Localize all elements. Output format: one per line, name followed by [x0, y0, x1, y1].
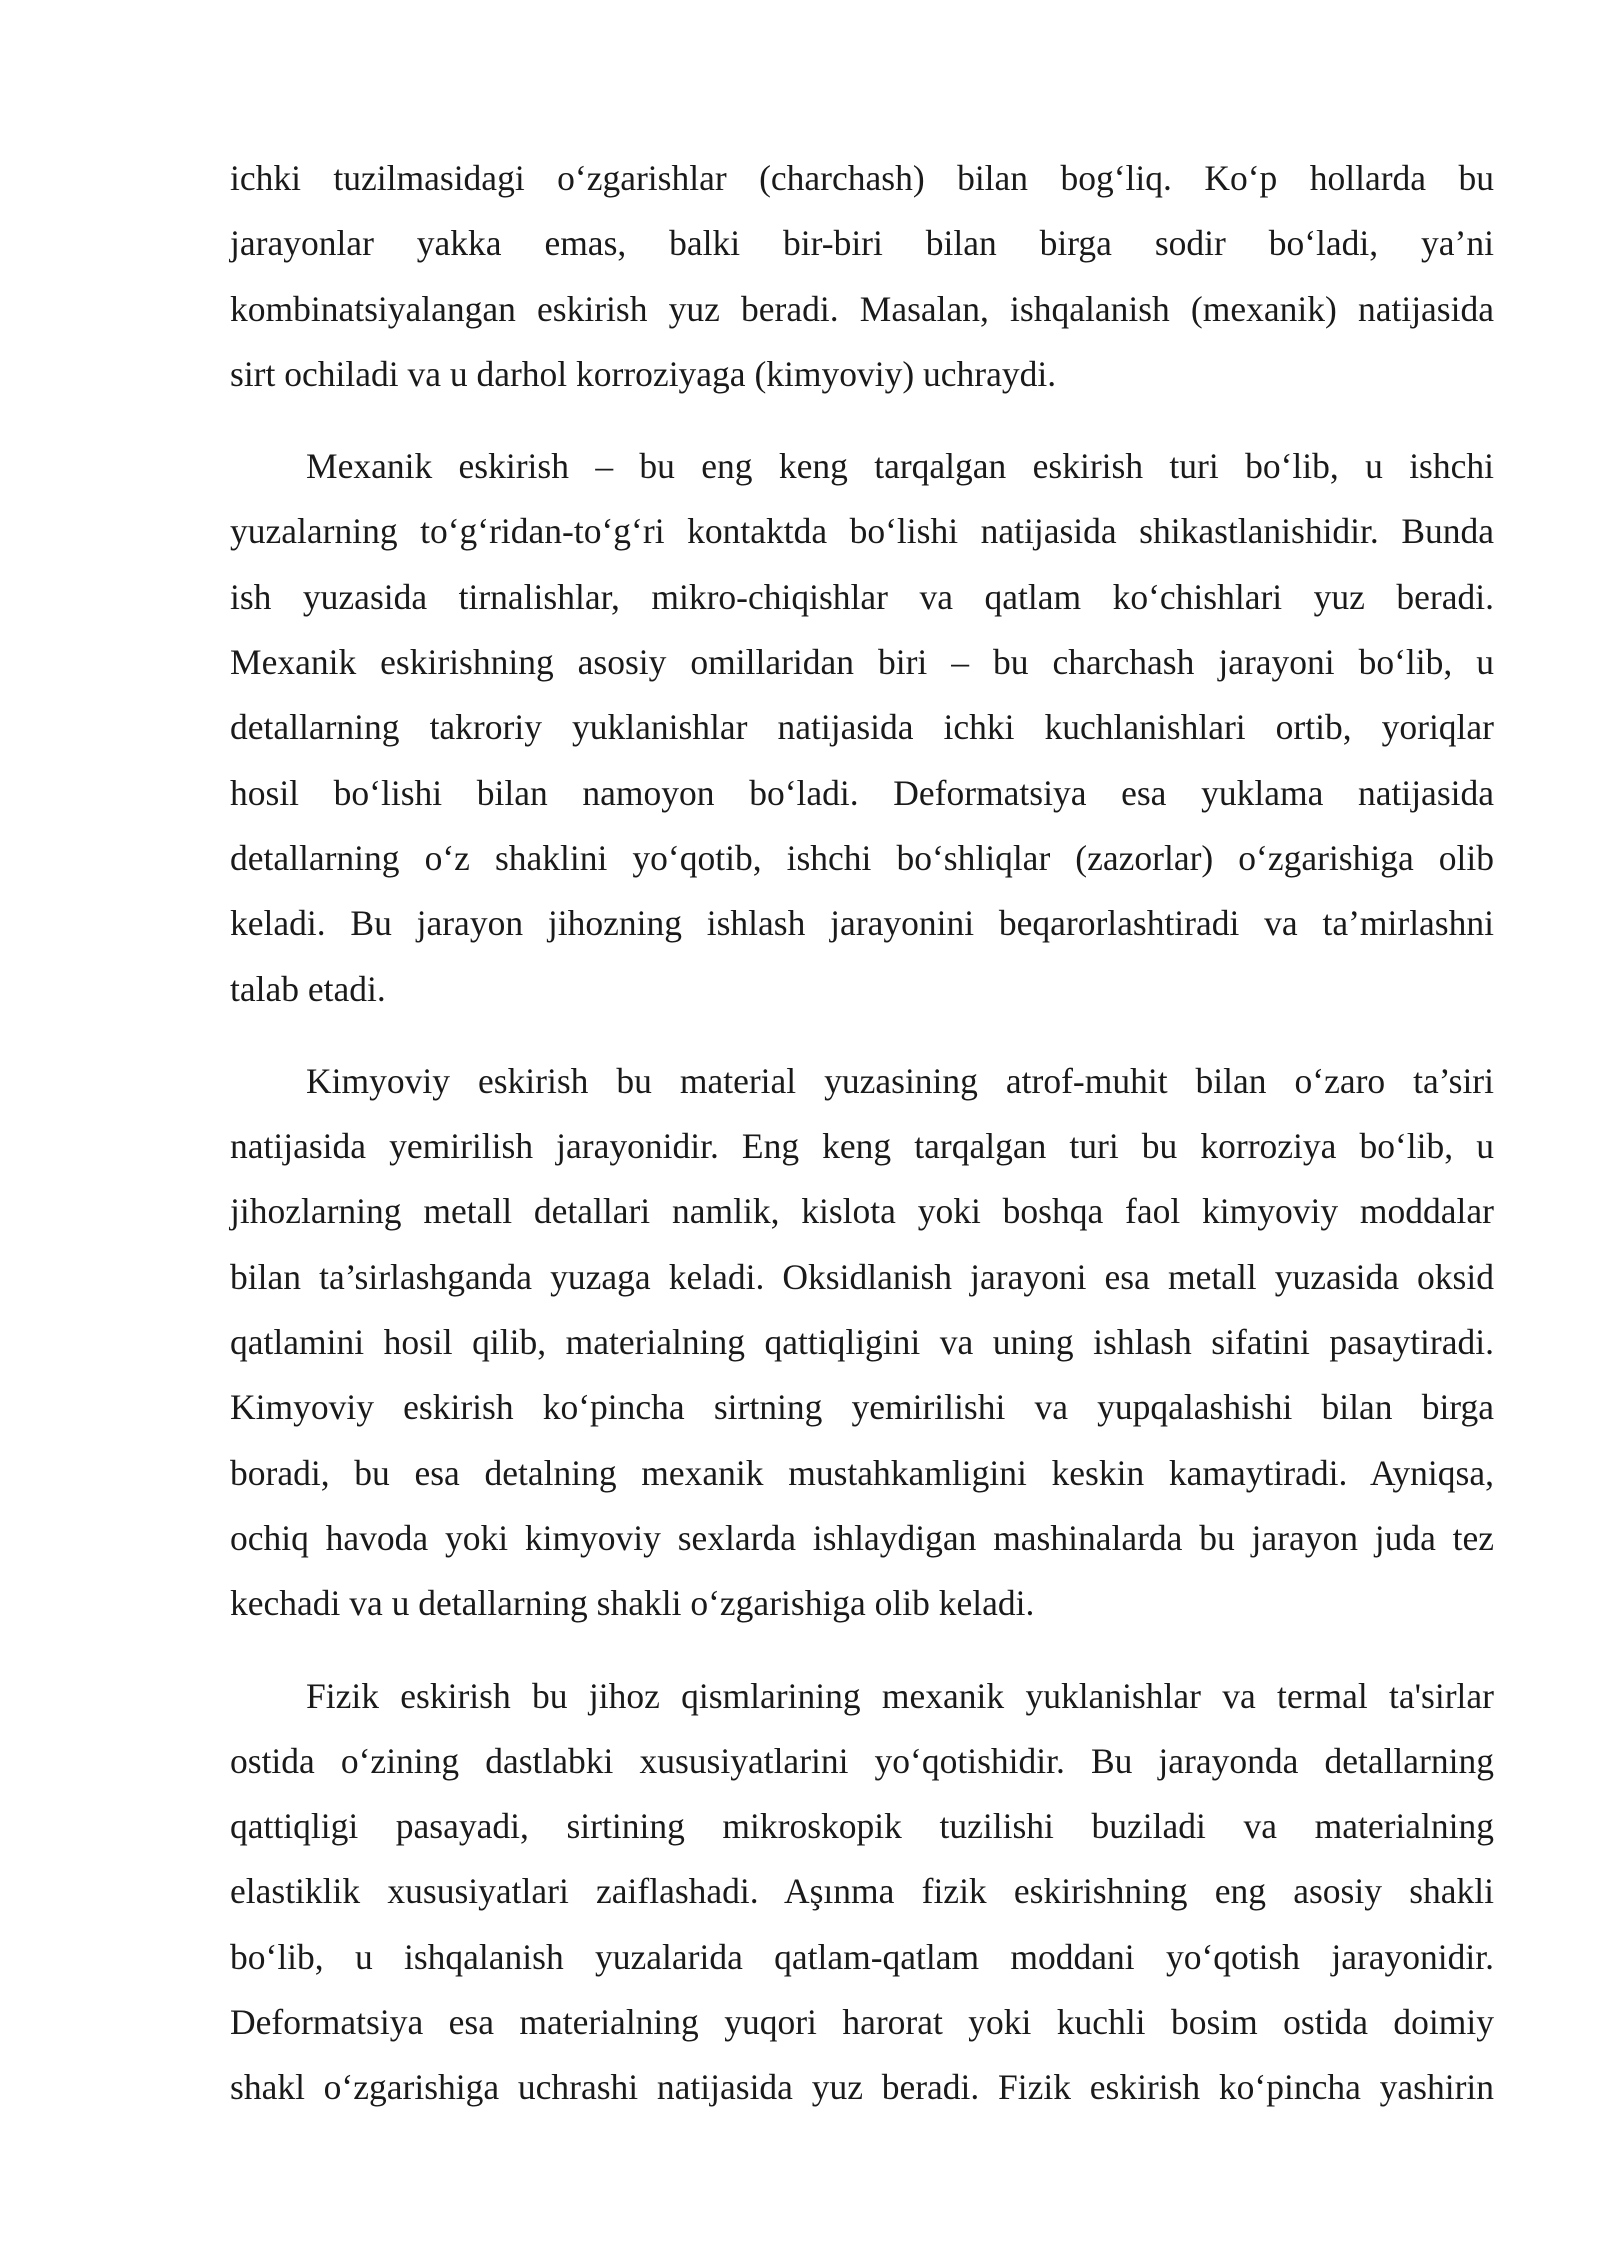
text-line: qattiqligi pasayadi, sirtining mikroskopik tuzilishi buziladi va materialning: [230, 1806, 1494, 1847]
text-line: talab etadi.: [230, 968, 386, 1009]
text-line: bilan ta’sirlashganda yuzaga keladi. Oksidlanish jarayoni esa metall yuzasida oksid: [230, 1256, 1494, 1297]
text-line: keladi. Bu jarayon jihozning ishlash jarayonini beqarorlashtiradi va ta’mirlashni: [230, 903, 1494, 944]
paragraph-spacing: [230, 407, 1494, 434]
text-line: ochiq havoda yoki kimyoviy sexlarda ishlaydigan mashinalarda bu jarayon juda tez: [230, 1517, 1494, 1558]
text-line: natijasida yemirilish jarayonidir. Eng keng tarqalgan turi bu korroziya bo‘lib, u: [230, 1126, 1494, 1167]
text-line: kombinatsiyalangan eskirish yuz beradi. Masalan, ishqalanish (mexanik) natijasida: [230, 288, 1494, 329]
paragraph-spacing: [230, 1022, 1494, 1049]
paragraph: [230, 146, 1494, 407]
text-line: jihozlarning metall detallari namlik, kislota yoki boshqa faol kimyoviy moddalar: [230, 1191, 1494, 1232]
text-line: ish yuzasida tirnalishlar, mikro-chiqishlar va qatlam ko‘chishlari yuz beradi.: [230, 576, 1494, 617]
text-line: yuzalarning to‘g‘ridan-to‘g‘ri kontaktda bo‘lishi natijasida shikastlanishidir. Bunda: [230, 511, 1494, 552]
text-line: boradi, bu esa detalning mexanik mustahkamligini keskin kamaytiradi. Ayniqsa,: [230, 1452, 1494, 1493]
text-line: jarayonlar yakka emas, balki bir-biri bilan birga sodir bo‘ladi, ya’ni: [230, 223, 1494, 264]
text-line: Mexanik eskirishning asosiy omillaridan biri – bu charchash jarayoni bo‘lib, u: [230, 642, 1494, 683]
text-line: kechadi va u detallarning shakli o‘zgarishiga olib keladi.: [230, 1583, 1035, 1624]
text-line: hosil bo‘lishi bilan namoyon bo‘ladi. Deformatsiya esa yuklama natijasida: [230, 772, 1494, 813]
text-line: elastiklik xususiyatlari zaiflashadi. Aşınma fizik eskirishning eng asosiy shakli: [230, 1871, 1494, 1912]
text-line: ostida o‘zining dastlabki xususiyatlarini yo‘qotishidir. Bu jarayonda detallarning: [230, 1740, 1494, 1781]
paragraph-spacing: [230, 1637, 1494, 1664]
text-line: Mexanik eskirish – bu eng keng tarqalgan eskirish turi bo‘lib, u ishchi: [306, 446, 1494, 487]
paragraph: [230, 434, 1494, 1022]
text-line: Fizik eskirish bu jihoz qismlarining mexanik yuklanishlar va termal ta'sirlar: [306, 1675, 1494, 1716]
text-line: ichki tuzilmasidagi o‘zgarishlar (charchash) bilan bog‘liq. Ko‘p hollarda bu: [230, 158, 1494, 198]
text-line: Kimyoviy eskirish bu material yuzasining atrof-muhit bilan o‘zaro ta’siri: [306, 1060, 1494, 1101]
text-line: Kimyoviy eskirish ko‘pincha sirtning yemirilishi va yupqalashishi bilan birga: [230, 1387, 1494, 1428]
text-line: bo‘lib, u ishqalanish yuzalarida qatlam-qatlam moddani yo‘qotish jarayonidir.: [230, 1936, 1494, 1977]
paragraph: [230, 1664, 1494, 2121]
text-line: qatlamini hosil qilib, materialning qattiqligini va uning ishlash sifatini pasaytiradi.: [230, 1322, 1494, 1363]
text-line: detallarning takroriy yuklanishlar natijasida ichki kuchlanishlari ortib, yoriqlar: [230, 707, 1494, 748]
text-line: detallarning o‘z shaklini yo‘qotib, ishchi bo‘shliqlar (zazorlar) o‘zgarishiga olib: [230, 837, 1494, 878]
body-text: [230, 146, 1494, 2121]
text-line: Deformatsiya esa materialning yuqori harorat yoki kuchli bosim ostida doimiy: [230, 2002, 1494, 2043]
paragraph: [230, 1049, 1494, 1637]
text-line: shakl o‘zgarishiga uchrashi natijasida yuz beradi. Fizik eskirish ko‘pincha yashirin: [230, 2067, 1494, 2108]
text-line: sirt ochiladi va u darhol korroziyaga (kimyoviy) uchraydi.: [230, 353, 1057, 394]
